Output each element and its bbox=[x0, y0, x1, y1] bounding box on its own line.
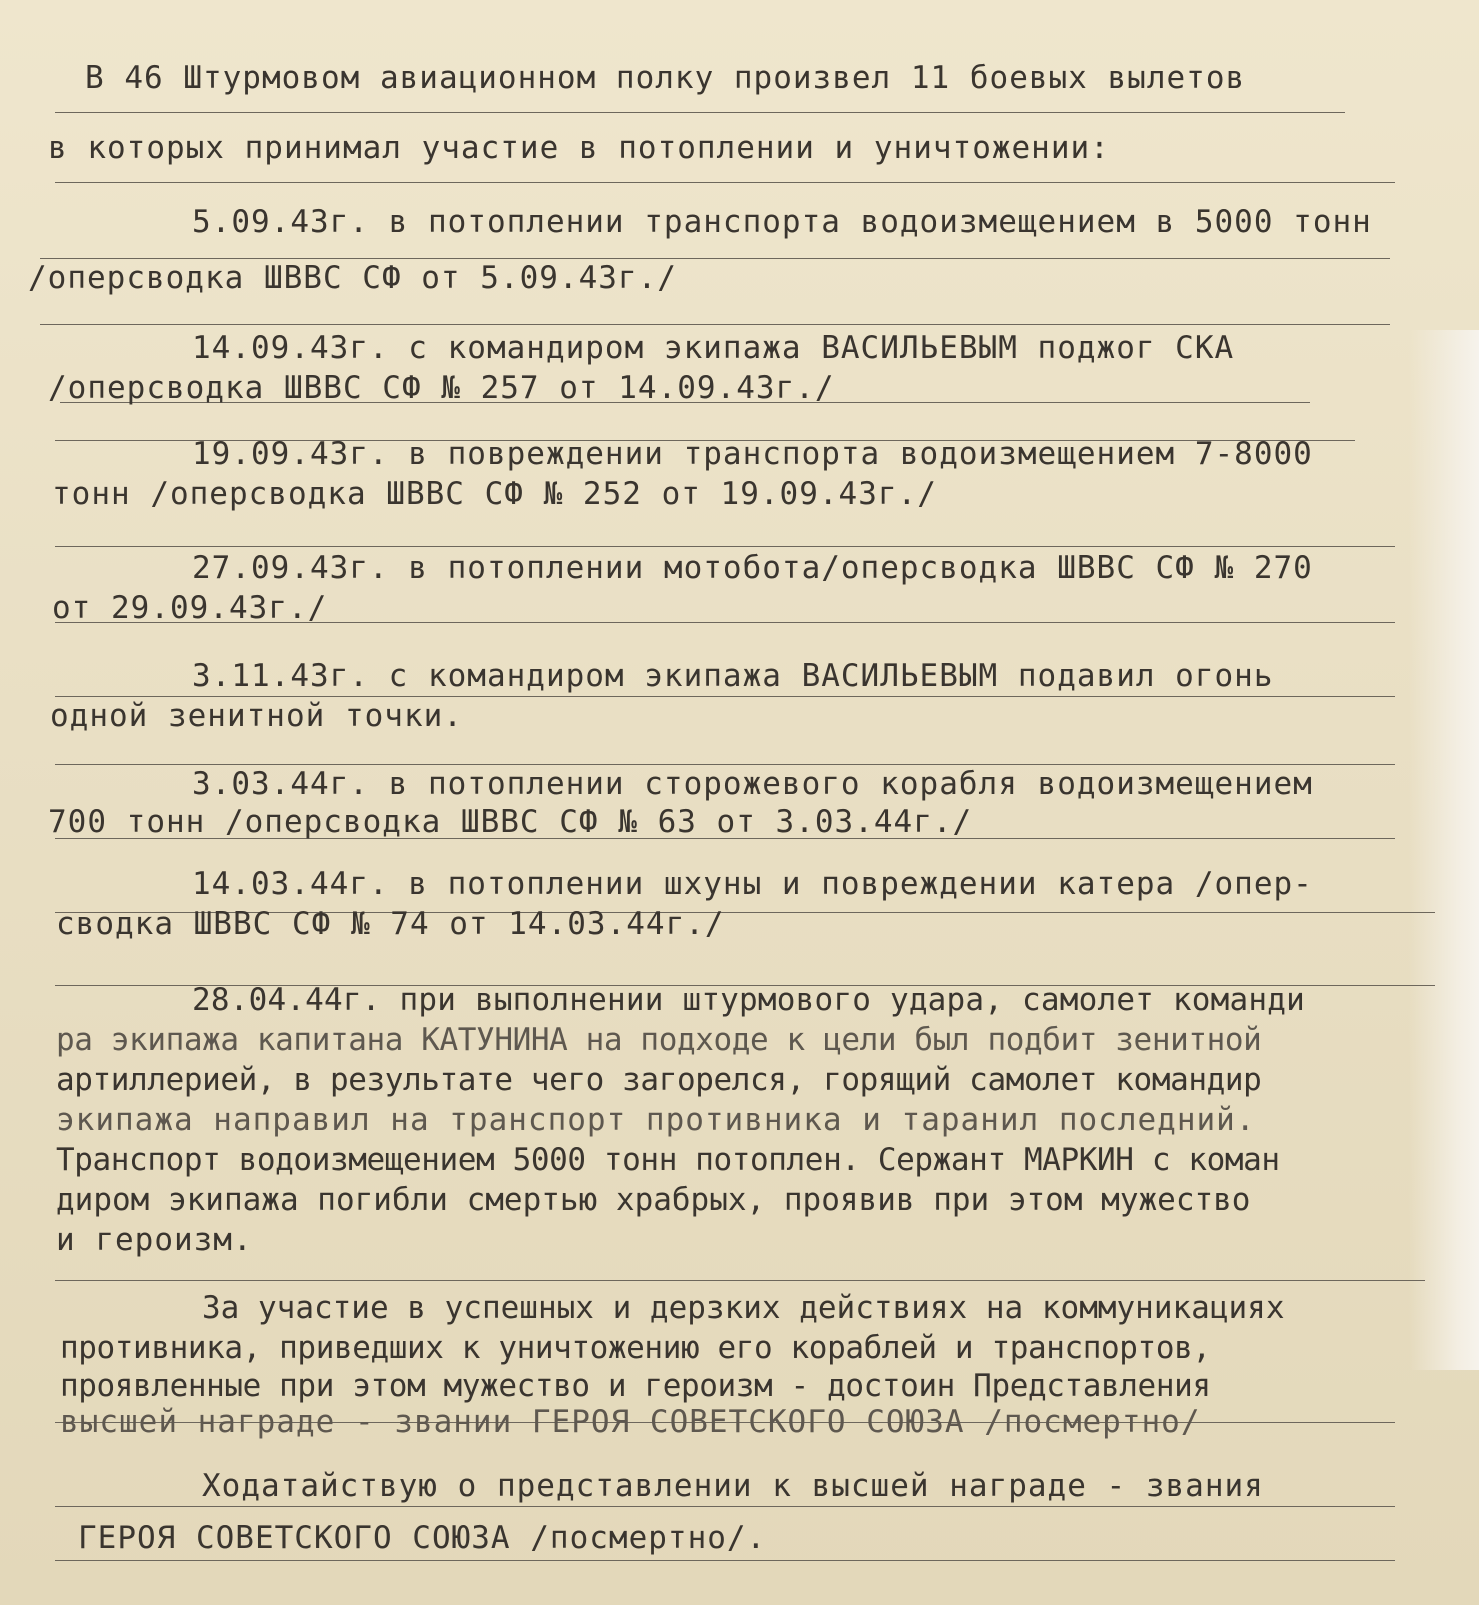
text-line: одной зенитной точки. bbox=[50, 698, 463, 734]
torn-paper-edge bbox=[1409, 330, 1479, 1370]
text-line: от 29.09.43г./ bbox=[52, 590, 328, 626]
text-line: 14.03.44г. в потоплении шхуны и повреждении катера /опер- bbox=[192, 866, 1313, 902]
text-line: 28.04.44г. при выполнении штурмового удара, самолет команди bbox=[192, 982, 1305, 1018]
text-line: противника, приведших к уничтожению его кораблей и транспортов, bbox=[60, 1330, 1211, 1366]
text-line: Транспорт водоизмещением 5000 тонн потоплен. Сержант МАРКИН с коман bbox=[56, 1142, 1280, 1178]
text-line: 14.09.43г. с командиром экипажа ВАСИЛЬЕВЫМ поджог СКА bbox=[192, 330, 1235, 366]
text-line: 27.09.43г. в потоплении мотобота/оперсводка ШВВС СФ № 270 bbox=[192, 550, 1313, 586]
text-line: /оперсводка ШВВС СФ № 257 от 14.09.43г./ bbox=[48, 370, 835, 406]
text-line: артиллерией, в результате чего загорелся, горящий самолет командир bbox=[56, 1062, 1262, 1098]
text-line: проявленные при этом мужество и героизм - достоин Представления bbox=[60, 1368, 1211, 1404]
text-line: ра экипажа капитана КАТУНИНА на подходе к цели был подбит зенитной bbox=[56, 1022, 1262, 1058]
text-line: и героизм. bbox=[56, 1222, 253, 1258]
ruled-line bbox=[55, 546, 1395, 547]
text-line: в которых принимал участие в потоплении и уничтожении: bbox=[48, 130, 1110, 166]
ruled-line bbox=[40, 324, 1390, 325]
text-line: сводка ШВВС СФ № 74 от 14.03.44г./ bbox=[56, 906, 725, 942]
ruled-line bbox=[55, 182, 1395, 183]
text-line: 3.11.43г. с командиром экипажа ВАСИЛЬЕВЫМ подавил огонь bbox=[192, 658, 1274, 694]
ruled-line bbox=[55, 1280, 1425, 1281]
text-line: ГЕРОЯ СОВЕТСКОГО СОЮЗА /посмертно/. bbox=[78, 1520, 767, 1556]
ruled-line bbox=[55, 1560, 1395, 1561]
text-line: диром экипажа погибли смертью храбрых, проявив при этом мужество bbox=[56, 1182, 1251, 1218]
text-line: 5.09.43г. в потоплении транспорта водоизмещением в 5000 тонн bbox=[192, 204, 1372, 240]
text-line: тонн /оперсводка ШВВС СФ № 252 от 19.09.43г./ bbox=[52, 476, 937, 512]
text-line: 700 тонн /оперсводка ШВВС СФ № 63 от 3.03.44г./ bbox=[48, 804, 973, 840]
text-line: В 46 Штурмовом авиационном полку произвел 11 боевых вылетов bbox=[85, 60, 1246, 96]
text-line: 3.03.44г. в потоплении сторожевого корабля водоизмещением bbox=[192, 766, 1313, 802]
ruled-line bbox=[55, 112, 1345, 113]
text-line: Ходатайствую о представлении к высшей награде - звания bbox=[202, 1468, 1264, 1504]
text-line: За участие в успешных и дерзких действиях на коммуникациях bbox=[202, 1290, 1285, 1326]
text-line: /оперсводка ШВВС СФ от 5.09.43г./ bbox=[28, 260, 677, 296]
text-line: экипажа направил на транспорт противника и таранил последний. bbox=[56, 1102, 1256, 1138]
ruled-line bbox=[55, 1506, 1395, 1507]
text-line: высшей награде - звании ГЕРОЯ СОВЕТСКОГО СОЮЗА /посмертно/ bbox=[60, 1404, 1201, 1440]
text-line: 19.09.43г. в повреждении транспорта водоизмещением 7-8000 bbox=[192, 436, 1313, 472]
